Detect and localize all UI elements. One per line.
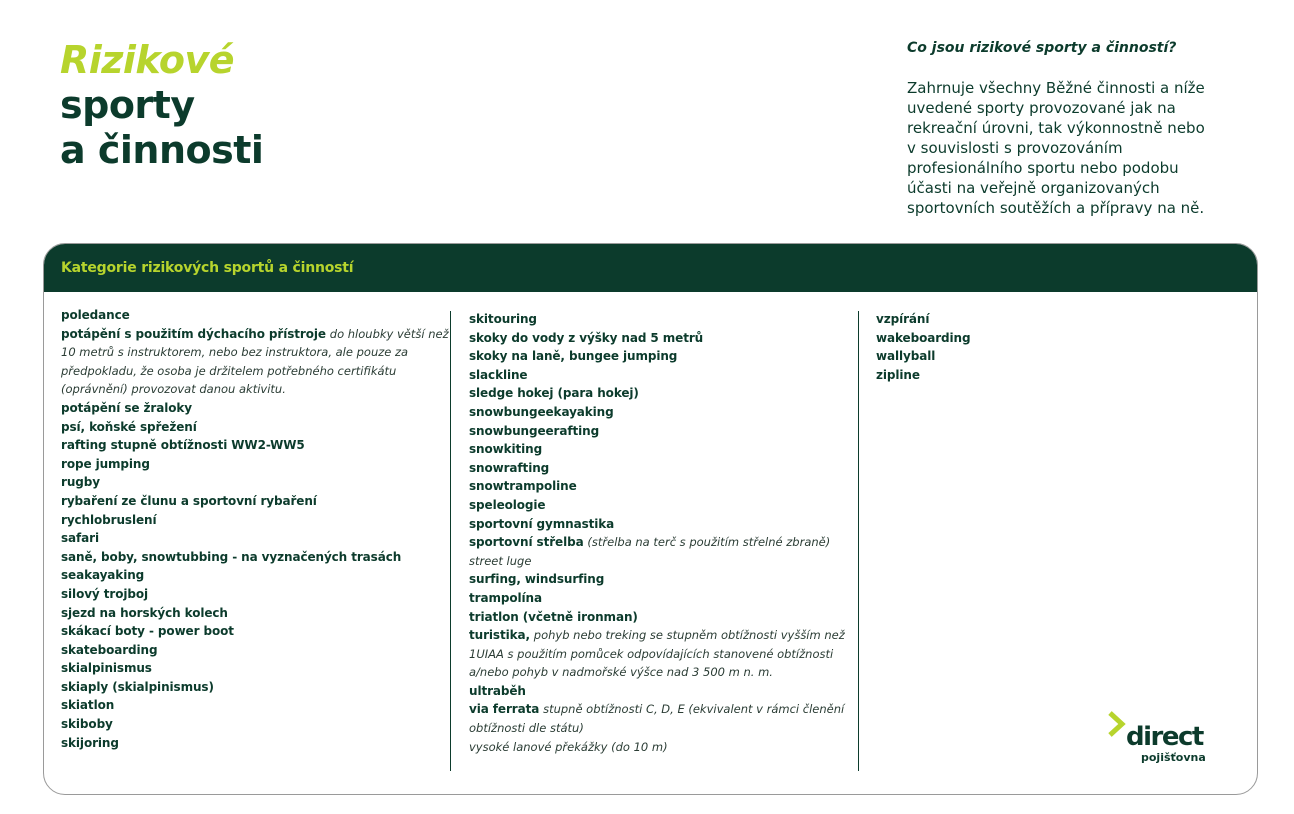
column-3 [876, 310, 1176, 384]
list-item [61, 529, 451, 548]
sport-name: silový trojboj [61, 586, 148, 601]
list-item [61, 306, 451, 325]
sport-note: stupně obtížnosti C, D, E (ekvivalent v rámci členění obtížnosti dle státu) [469, 702, 845, 736]
list-item [469, 682, 849, 701]
list-item [876, 310, 1176, 329]
sport-name: rybaření ze člunu a sportovní rybaření [61, 493, 317, 508]
list-item [469, 738, 849, 757]
list-item [876, 347, 1176, 366]
sport-name: snowtrampoline [469, 479, 577, 494]
page-title [60, 38, 263, 173]
sport-name: sledge hokej (para hokej) [469, 386, 639, 401]
sport-name: safari [61, 531, 99, 546]
sport-name: slackline [469, 367, 528, 382]
list-item [61, 418, 451, 437]
sport-name: sportovní střelba [469, 535, 584, 550]
sport-name: via ferrata [469, 702, 540, 717]
title-line-1: Rizikové [60, 38, 234, 82]
sport-name: skiboby [61, 717, 113, 732]
sport-name: potápění s použitím dýchacího přístroje [61, 326, 326, 341]
list-item [469, 403, 849, 422]
sport-name: rugby [61, 475, 100, 490]
list-item [469, 570, 849, 589]
sport-name: ultraběh [469, 683, 526, 698]
sport-name: skijoring [61, 735, 119, 750]
list-item [61, 436, 451, 455]
sport-name: skiaply (skialpinismus) [61, 679, 214, 694]
list-item [61, 696, 451, 715]
list-item [61, 622, 451, 641]
sport-name: snowbungeerafting [469, 423, 600, 438]
sport-name: vzpírání [876, 312, 930, 326]
sport-name: sportovní gymnastika [469, 516, 615, 531]
column-1 [61, 306, 451, 752]
intro-line: sportovních soutěžích a přípravy na ně. [907, 199, 1205, 217]
sport-name: trampolína [469, 590, 542, 605]
sport-name: skialpinismus [61, 661, 152, 676]
logo-sub: pojišťovna [1141, 751, 1206, 764]
intro-line: v souvislosti s provozováním [907, 139, 1123, 157]
sport-name: sjezd na horských kolech [61, 605, 228, 620]
list-item [61, 566, 451, 585]
sport-note: do hloubky větší než 10 metrů s instruktorem, nebo bez instruktora, ale pouze za předpokladu, že osoba je držitelem potřebného certifikátu (oprávnění) provozovat danou aktivitu. [61, 326, 449, 397]
sport-name: snowrafting [469, 460, 550, 475]
sport-note: street luge [469, 553, 532, 568]
list-item [61, 678, 451, 697]
column-divider [450, 311, 451, 771]
sport-name: skoky na laně, bungee jumping [469, 349, 678, 364]
sport-name: wallyball [876, 349, 936, 364]
sport-note: (střelba na terč s použitím střelné zbraně) [587, 535, 831, 550]
list-item [61, 715, 451, 734]
sport-name: saně, boby, snowtubbing - na vyznačených trasách [61, 549, 402, 564]
list-item [469, 477, 849, 496]
sport-note: pohyb nebo treking se stupněm obtížnosti vyšším než 1UIAA s použitím pomůcek odpovídajících stanovené obtížnosti a/nebo pohyb v nadmořské výšce nad 3 500 m n. m. [469, 628, 845, 680]
sport-name: skiatlon [61, 698, 115, 713]
list-item [61, 585, 451, 604]
list-item [469, 347, 849, 366]
list-item [469, 589, 849, 608]
list-item [61, 492, 451, 511]
list-item [61, 399, 451, 418]
sport-name: speleologie [469, 497, 546, 512]
intro-text [907, 78, 1267, 218]
list-item [469, 626, 849, 682]
card-header: Kategorie rizikových sportů a činností [44, 244, 1257, 292]
list-item [61, 455, 451, 474]
list-item [469, 440, 849, 459]
sport-name: zipline [876, 367, 920, 382]
logo-word: direct [1126, 722, 1203, 752]
sport-name: skitouring [469, 312, 537, 326]
list-item [469, 422, 849, 441]
list-item [469, 608, 849, 627]
list-item [469, 533, 849, 552]
sport-name: potápění se žraloky [61, 400, 192, 415]
sport-name: snowbungeekayaking [469, 404, 614, 419]
list-item [61, 734, 451, 753]
list-item [61, 473, 451, 492]
category-card [43, 243, 1258, 795]
column-divider [858, 311, 859, 771]
intro-line: rekreační úrovni, tak výkonnostně nebo [907, 119, 1205, 137]
sport-name: rope jumping [61, 456, 150, 471]
list-item [469, 384, 849, 403]
list-item [876, 366, 1176, 385]
list-item [61, 325, 451, 399]
column-2 [469, 310, 849, 756]
direct-logo [1108, 710, 1218, 770]
sport-name: wakeboarding [876, 330, 971, 345]
list-item [469, 700, 849, 737]
sport-name: skoky do vody z výšky nad 5 metrů [469, 330, 704, 345]
list-item [61, 641, 451, 660]
sport-name: rafting stupně obtížnosti WW2-WW5 [61, 438, 305, 453]
sport-name: skateboarding [61, 642, 158, 657]
intro-line: uvedené sporty provozované jak na [907, 99, 1176, 117]
list-item [469, 310, 849, 329]
sport-name: snowkiting [469, 442, 543, 457]
intro-question: Co jsou rizikové sporty a činností? [907, 40, 1177, 56]
list-item [469, 515, 849, 534]
list-item [61, 548, 451, 567]
list-item [469, 496, 849, 515]
intro-line: Zahrnuje všechny Běžné činnosti a níže [907, 79, 1205, 97]
intro-line: účasti na veřejně organizovaných [907, 179, 1160, 197]
list-item [876, 329, 1176, 348]
sport-name: rychlobruslení [61, 512, 157, 527]
sport-name: psí, koňské spřežení [61, 419, 197, 434]
sport-name: skákací boty - power boot [61, 624, 234, 639]
list-item [469, 552, 849, 571]
sport-name: poledance [61, 308, 130, 322]
sport-name: turistika, [469, 628, 530, 643]
sport-note: vysoké lanové překážky (do 10 m) [469, 739, 668, 754]
sport-name: seakayaking [61, 568, 145, 583]
list-item [61, 604, 451, 623]
intro-section [907, 40, 1267, 218]
sport-name: surfing, windsurfing [469, 572, 605, 587]
list-item [469, 459, 849, 478]
intro-line: profesionálního sportu nebo podobu [907, 159, 1179, 177]
list-item [61, 511, 451, 530]
sport-name: triatlon (včetně ironman) [469, 609, 638, 624]
list-item [61, 659, 451, 678]
list-item [469, 366, 849, 385]
list-item [469, 329, 849, 348]
title-line-3: a činnosti [60, 128, 264, 172]
title-line-2: sporty [60, 83, 195, 127]
